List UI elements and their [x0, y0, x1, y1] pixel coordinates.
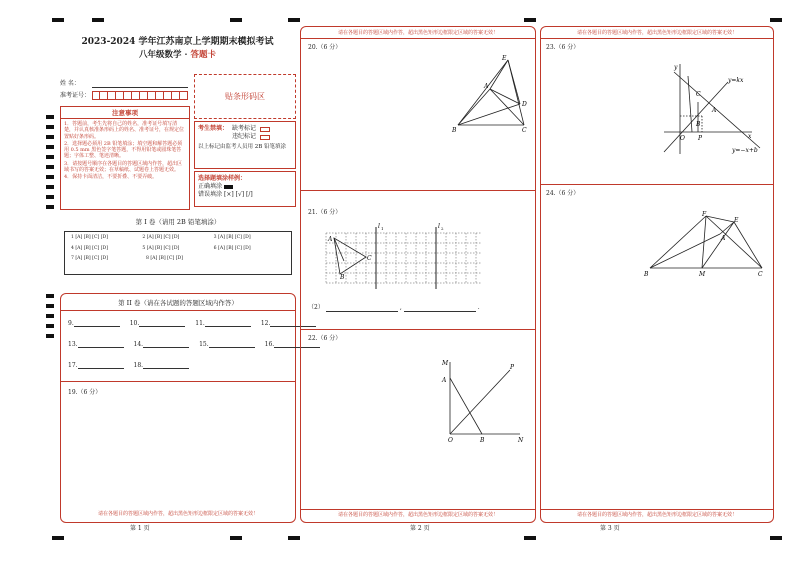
position-mark-bottom-3: [288, 536, 300, 540]
q23-label-B: B: [696, 121, 701, 128]
choice-row-1[interactable]: 1 [A] [B] [C] [D] 2 [A] [B] [C] [D] 3 [A] [B] [C] [D]: [71, 235, 251, 240]
barcode-label: 贴条形码区: [225, 92, 265, 101]
q23-label-y: y: [674, 64, 678, 71]
q20-label: 20.（6 分）: [308, 44, 342, 51]
absent-label: 缺考标记: [232, 125, 257, 132]
blank-10[interactable]: [139, 320, 185, 327]
q24-label-M: M: [699, 271, 706, 278]
choice-row-2[interactable]: 4 [A] [B] [C] [D] 5 [A] [B] [C] [D] 6 [A] [B] [C] [D]: [71, 245, 251, 251]
blank-row-2: 13. 14. 15. 16.: [68, 341, 320, 348]
id-label: 准考证号：: [60, 92, 91, 99]
fill-example-box: [194, 171, 296, 207]
q20-figure: [450, 52, 534, 136]
notice-item-2: 2．选择题必须用 2B 铅笔填涂；填空题和解答题必须用 0.5 mm 黑色签字笔答题，不得用铅笔或圆珠笔答题；字体工整、笔迹清晰。: [64, 140, 183, 160]
q22-label-B: B: [480, 437, 485, 444]
page3-bottom-divider: [541, 509, 773, 510]
q19-divider: [61, 381, 295, 382]
name-label: 姓 名：: [60, 80, 80, 87]
q24-label-B: B: [644, 271, 649, 278]
id-boxes[interactable]: [92, 91, 188, 100]
exam-status-box: [194, 121, 296, 169]
q23-label-P: P: [698, 135, 703, 142]
q22-label-M: M: [442, 360, 449, 367]
q23-label-C: C: [696, 91, 701, 98]
notice-item-3: 3．请按题号顺序在各题目的答题区域内作答，超出区域书写的答案无效；在草稿纸、试题卷上答题无效。: [64, 160, 183, 173]
q24-label-A: A: [721, 235, 726, 242]
wrong-fill-label: 错误填涂: [198, 190, 223, 198]
notice-title: 注意事项: [61, 107, 189, 119]
q22-label-O: O: [448, 437, 453, 444]
position-mark-top-4: [288, 18, 300, 22]
q20-label-D: D: [522, 101, 527, 108]
warning-page2-top: 请在各题目的答题区域内作答，超出黑色矩形边框限定区域的答案无效！: [337, 30, 498, 36]
q20-label-A: A: [484, 83, 489, 90]
position-mark-bottom-5: [770, 536, 782, 540]
q24-label-F: F: [702, 211, 707, 218]
q21-label-l1: l: [378, 223, 380, 230]
q21-label-l1-sub: 1: [381, 226, 384, 231]
q21-label: 21.（6 分）: [308, 209, 342, 216]
page2-top-divider: [301, 38, 535, 39]
q19-answer-area[interactable]: [62, 400, 294, 508]
blank-13[interactable]: [78, 341, 124, 348]
q21-grid-figure: [322, 219, 486, 295]
q20-label-B: B: [452, 127, 457, 134]
q19-label: 19.（6 分）: [68, 389, 102, 396]
q24-label: 24.（6 分）: [546, 190, 580, 197]
position-mark-top-1: [52, 18, 64, 22]
wrong-fill-marks: [×] [√] [/]: [224, 190, 253, 198]
q23-figure: [660, 60, 770, 160]
position-mark-bottom-1: [52, 536, 64, 540]
section1-answer-box: [64, 231, 292, 275]
q21-divider: [301, 190, 535, 191]
blank-17[interactable]: [78, 362, 124, 369]
notice-item-4: 4．保持卡面清洁，不要折叠、不要弄破。: [64, 174, 158, 180]
q24-label-C: C: [758, 271, 763, 278]
name-field[interactable]: [92, 87, 188, 88]
page-number-3: 第 3 页: [600, 525, 620, 532]
q22-divider: [301, 329, 535, 330]
q21-part2-blank-2[interactable]: [404, 305, 476, 312]
section2-title: 第 II 卷（请在各试题的答题区域内作答）: [118, 299, 238, 307]
fill-example-title: 选择题填涂样例：: [198, 175, 247, 182]
choice-row-3[interactable]: 7 [A] [B] [C] [D] 8 [A] [B] [C] [D]: [71, 256, 183, 262]
page3-top-divider: [541, 38, 773, 39]
position-mark-bottom-4: [524, 536, 536, 540]
q22-label: 22.（6 分）: [308, 335, 342, 342]
q23-label-O: O: [680, 135, 685, 142]
q22-label-A: A: [442, 377, 447, 384]
position-mark-top-2: [92, 18, 104, 22]
notice-item-1: 1．答题前，考生先将自己的姓名，准考证号填写清楚，并认真核准条形码上的姓名、准考证号，在规定位置贴好条形码。: [64, 121, 185, 140]
correct-fill-label: 正确填涂: [198, 182, 223, 190]
q22-figure: [438, 356, 528, 446]
correct-fill-mark: [224, 185, 233, 189]
q21-label-l2: l: [438, 223, 440, 230]
section1-title: 第 I 卷（请用 2B 铅笔填涂）: [135, 218, 221, 226]
warning-page3-bottom: 请在各题目的答题区域内作答，超出黑色矩形边框限定区域的答案无效！: [576, 512, 737, 518]
q22-label-N: N: [518, 437, 524, 444]
barcode-area: [194, 74, 296, 119]
position-mark-top-3: [230, 18, 242, 22]
position-mark-top-6: [770, 18, 782, 22]
blank-row-1: 9. 10. 11. 12.: [68, 320, 316, 327]
q24-figure: [642, 208, 768, 280]
position-mark-top-5: [524, 18, 536, 22]
q24-label-E: E: [734, 217, 739, 224]
page-number-1: 第 1 页: [130, 525, 150, 532]
q21-part2-blank-1[interactable]: [326, 305, 398, 312]
q23-label-A: A: [712, 107, 717, 114]
q20-label-E: E: [502, 55, 507, 62]
q21-label-l2-sub: 2: [441, 226, 444, 231]
absent-box[interactable]: [260, 127, 270, 132]
q21-label-C: C: [367, 255, 372, 262]
q23-label-line1: y=kx: [728, 77, 744, 84]
q23-label: 23.（6 分）: [546, 44, 580, 51]
blank-18[interactable]: [143, 362, 189, 369]
blank-15[interactable]: [209, 341, 255, 348]
q22-label-P: P: [510, 364, 515, 371]
blank-9[interactable]: [74, 320, 120, 327]
violation-label: 违纪标记: [232, 132, 257, 140]
page2-bottom-divider: [301, 509, 535, 510]
q21-part2: （2） , .: [308, 304, 480, 311]
section2-title-divider: [61, 310, 295, 311]
q21-label-B: B: [340, 274, 345, 281]
page-subtitle: 八年级数学 · 答题卡: [139, 50, 216, 60]
q20-label-C: C: [522, 127, 527, 134]
warning-page1: 请在各题目的答题区域内作答，超出黑色矩形边框限定区域的答案无效！: [97, 511, 258, 517]
page-title: 2023-2024 学年江苏南京上学期期末模拟考试: [81, 37, 274, 47]
warning-page2-bottom: 请在各题目的答题区域内作答，超出黑色矩形边框限定区域的答案无效！: [337, 512, 498, 518]
notice-box: [60, 106, 190, 210]
q24-divider: [541, 184, 773, 185]
exam-status-label: 考生禁填：: [198, 125, 229, 132]
page-number-2: 第 2 页: [410, 525, 430, 532]
exam-status-note: 以上标记由监考人员用 2B 铅笔填涂: [198, 143, 287, 150]
position-mark-bottom-2: [230, 536, 242, 540]
warning-page3-top: 请在各题目的答题区域内作答，超出黑色矩形边框限定区域的答案无效！: [576, 30, 737, 36]
side-marks-left-lower: [46, 294, 54, 340]
q23-label-line2: y=−x+b: [732, 147, 758, 154]
blank-row-3: 17. 18.: [68, 362, 189, 369]
blank-11[interactable]: [205, 320, 251, 327]
blank-14[interactable]: [143, 341, 189, 348]
q21-part2-label: （2）: [308, 304, 324, 311]
violation-box[interactable]: [260, 135, 270, 140]
side-marks-left: [46, 115, 54, 215]
q23-label-x: x: [748, 133, 752, 140]
q21-label-A: A: [328, 236, 333, 243]
